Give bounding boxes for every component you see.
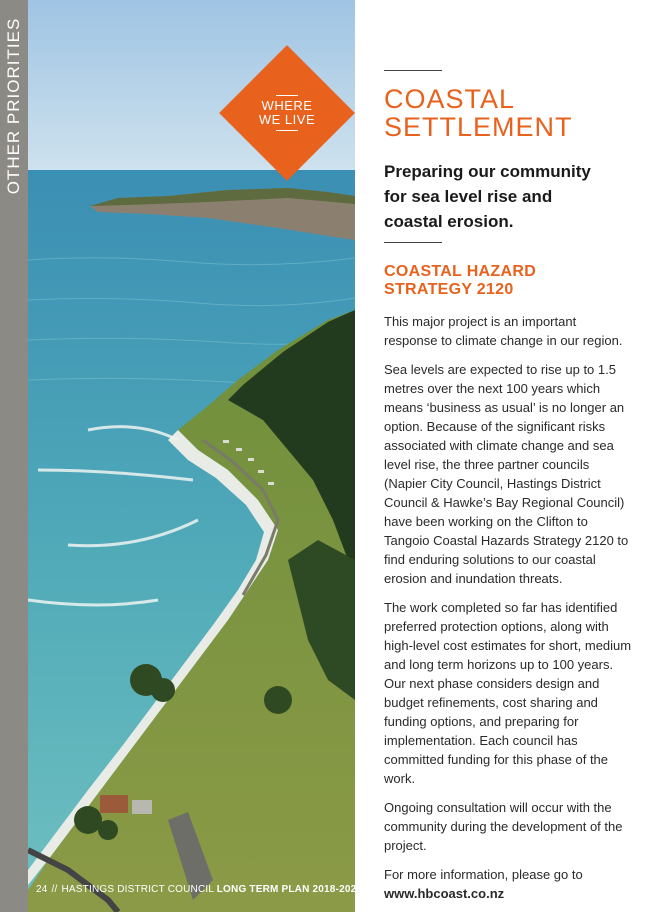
hbcoast-link[interactable]: www.hbcoast.co.nz bbox=[384, 886, 505, 902]
badge-bottom-rule bbox=[276, 130, 298, 131]
badge-text bbox=[219, 45, 355, 181]
footer-separator: // bbox=[51, 884, 58, 895]
paragraph-more-info bbox=[384, 865, 632, 903]
section-title-line2: STRATEGY 2120 bbox=[384, 281, 514, 299]
title-top-rule bbox=[384, 70, 442, 71]
page-footer bbox=[36, 884, 362, 895]
paragraph-work-completed: The work completed so far has identified preferred protection options, along with high-level cost estimates for short, medium and long term horizons up to 100 years. Our next phase considers design and budget refinements, cost sharing and funding options, and preparing for implementation. Each council has committed funding for this phase of the work. bbox=[384, 600, 632, 787]
page-subtitle bbox=[384, 159, 632, 234]
subtitle-line1: Preparing our community bbox=[384, 162, 591, 182]
paragraph-sea-levels: Sea levels are expected to rise up to 1.5 metres over the next 100 years which means ‘business as usual’ is no longer an option. Because of the significant risks associated with climate change and sea level rise, the three partner councils (Napier City Council, Hastings District Council & Hawke’s Bay Regional Council) have been working on the Clifton to Tangoio Coastal Hazards Strategy 2120 to find enduring solutions to our coastal erosion and inundation threats. bbox=[384, 362, 629, 587]
paragraph-intro: This major project is an important response to climate change in our region. bbox=[384, 314, 623, 349]
title-line1: COASTAL bbox=[384, 84, 516, 114]
badge-top-rule bbox=[276, 95, 298, 96]
more-info-text: For more information, please go to bbox=[384, 867, 583, 883]
subtitle-line3: coastal erosion. bbox=[384, 212, 514, 232]
footer-council: HASTINGS DISTRICT COUNCIL bbox=[61, 884, 214, 895]
page-title bbox=[384, 85, 632, 141]
section-title-line1: COASTAL HAZARD bbox=[384, 263, 537, 281]
footer-plan: LONG TERM PLAN 2018-2028 bbox=[216, 884, 363, 895]
paragraph-consultation: Ongoing consultation will occur with the community during the development of the project. bbox=[384, 800, 623, 854]
where-we-live-badge bbox=[219, 45, 355, 181]
badge-line2: WE LIVE bbox=[258, 112, 316, 127]
subtitle-line2: for sea level rise and bbox=[384, 187, 553, 207]
badge-line1: WHERE bbox=[261, 98, 313, 113]
title-line2: SETTLEMENT bbox=[384, 112, 573, 142]
side-strip bbox=[0, 0, 28, 912]
section-heading bbox=[384, 263, 632, 299]
section-label: OTHER PRIORITIES bbox=[4, 17, 23, 195]
page-number: 24 bbox=[36, 884, 48, 895]
article-column bbox=[384, 70, 632, 903]
subtitle-bottom-rule bbox=[384, 242, 442, 243]
